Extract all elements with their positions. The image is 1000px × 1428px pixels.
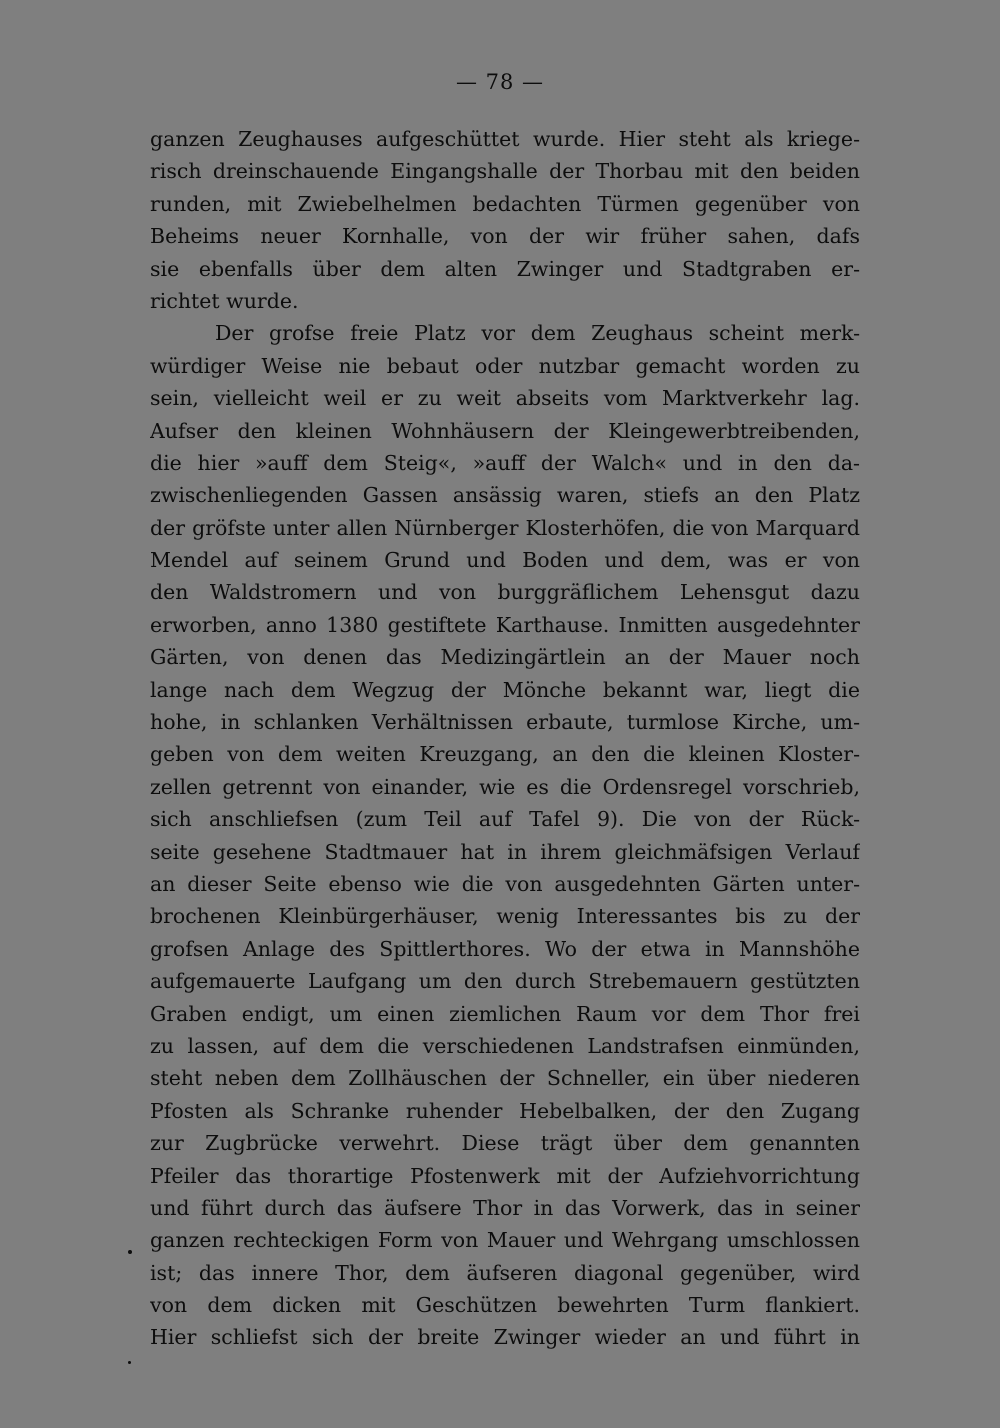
text-line: sich anschliefsen (zum Teil auf Tafel 9). Die von der Rück-: [150, 807, 860, 832]
text-line: grofsen Anlage des Spittlerthores. Wo der etwa in Mannshöhe: [150, 936, 860, 961]
text-line: brochenen Kleinbürgerhäuser, wenig Interessantes bis zu der: [150, 904, 860, 929]
text-line: richtet wurde.: [150, 288, 299, 313]
text-line: von dem dicken mit Geschützen bewehrten Turm flankiert.: [150, 1293, 860, 1318]
text-line: Gärten, von denen das Medizingärtlein an der Mauer noch: [150, 645, 860, 670]
text-line: zellen getrennt von einander, wie es die Ordensregel vorschrieb,: [150, 774, 860, 799]
text-line: Der grofse freie Platz vor dem Zeughaus scheint merk-: [215, 321, 860, 346]
text-line: und führt durch das äufsere Thor in das Vorwerk, das in seiner: [150, 1195, 860, 1220]
text-line: an dieser Seite ebenso wie die von ausgedehnten Gärten unter-: [150, 871, 860, 896]
text-line: erworben, anno 1380 gestiftete Karthause. Inmitten ausgedehnter: [150, 612, 860, 637]
text-line: zur Zugbrücke verwehrt. Diese trägt über dem genannten: [150, 1131, 860, 1156]
text-line: zwischenliegenden Gassen ansässig waren, stiefs an den Platz: [150, 483, 860, 508]
text-line: Hier schliefst sich der breite Zwinger wieder an und führt in: [150, 1325, 860, 1350]
text-line: ganzen Zeughauses aufgeschüttet wurde. Hier steht als kriege-: [150, 127, 860, 151]
text-line: die hier »auff dem Steig«, »auff der Walch« und in den da-: [150, 450, 860, 475]
text-line: der gröfste unter allen Nürnberger Klosterhöfen, die von Marquard: [150, 515, 860, 540]
text-line: sie ebenfalls über dem alten Zwinger und Stadtgraben er-: [150, 256, 860, 281]
text-line: Pfeiler das thorartige Pfostenwerk mit der Aufziehvorrichtung: [150, 1163, 860, 1188]
text-line: ganzen rechteckigen Form von Mauer und Wehrgang umschlossen: [150, 1228, 860, 1253]
text-line: risch dreinschauende Eingangshalle der Thorbau mit den beiden: [150, 159, 860, 184]
text-line: Mendel auf seinem Grund und Boden und dem, was er von: [150, 548, 860, 573]
text-line: Graben endigt, um einen ziemlichen Raum vor dem Thor frei: [150, 1001, 860, 1026]
ink-speck: [128, 1250, 132, 1254]
text-line: seite gesehene Stadtmauer hat in ihrem gleichmäfsigen Verlauf: [150, 839, 860, 864]
page-number: — 78 —: [455, 70, 545, 94]
text-line: würdiger Weise nie bebaut oder nutzbar gemacht worden zu: [150, 353, 860, 378]
paragraph-2: [150, 317, 860, 1354]
text-line: lange nach dem Wegzug der Mönche bekannt war, liegt die: [150, 677, 860, 702]
text-line: zu lassen, auf dem die verschiedenen Landstrafsen einmünden,: [150, 1033, 860, 1058]
text-line: Pfosten als Schranke ruhender Hebelbalken, der den Zugang: [150, 1098, 860, 1123]
text-line: runden, mit Zwiebelhelmen bedachten Türmen gegenüber von: [150, 191, 860, 216]
text-line: den Waldstromern und von burggräflichem Lehensgut dazu: [150, 580, 860, 605]
text-line: Aufser den kleinen Wohnhäusern der Kleingewerbtreibenden,: [150, 418, 860, 443]
text-line: sein, vielleicht weil er zu weit abseits vom Marktverkehr lag.: [150, 386, 860, 411]
ink-speck: [128, 1361, 131, 1364]
text-line: geben von dem weiten Kreuzgang, an den die kleinen Kloster-: [150, 742, 860, 767]
text-line: steht neben dem Zollhäuschen der Schneller, ein über niederen: [150, 1066, 860, 1091]
paragraph-1: [150, 123, 860, 317]
text-line: hohe, in schlanken Verhältnissen erbaute, turmlose Kirche, um-: [150, 710, 860, 735]
text-line: Beheims neuer Kornhalle, von der wir früher sahen, dafs: [150, 224, 860, 249]
body-text: [150, 123, 860, 1354]
text-line: aufgemauerte Laufgang um den durch Strebemauern gestützten: [150, 969, 860, 994]
text-line: ist; das innere Thor, dem äufseren diagonal gegenüber, wird: [150, 1260, 860, 1285]
